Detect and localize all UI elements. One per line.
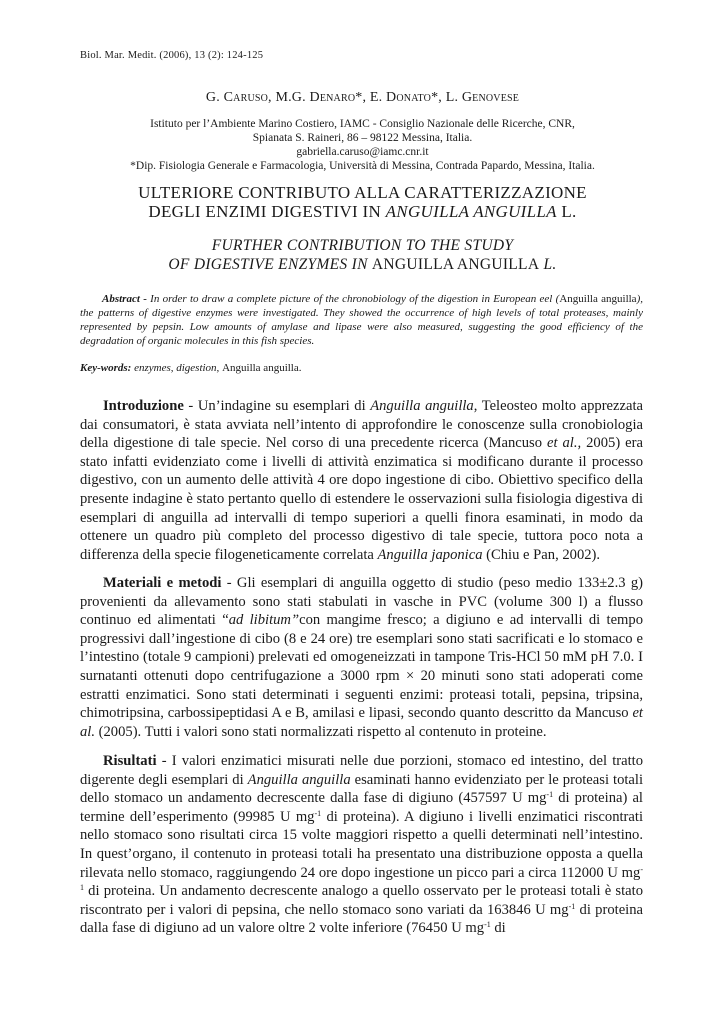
- italian-title-line: [70, 202, 655, 221]
- paragraph-text: , Teleosteo molto apprezzata dai consumatori, è stata avviata nell’intento di approfondire le conoscenze sulla cronobiologia della digestione di tale specie. Nel corso di una precedente ricerca (Mancuso: [80, 398, 643, 452]
- methods-paragraph: [80, 574, 643, 741]
- english-title-line: [70, 255, 655, 274]
- author-initial: G.: [205, 90, 224, 105]
- author-separator: *,: [431, 90, 446, 105]
- subtitle-text: L.: [539, 256, 557, 273]
- keywords: [80, 362, 302, 374]
- paragraph-text: di proteina). A digiuno i livelli enzimatici riscontrati nello stomaco sono risultati circa 15 volte maggiori rispetto a quelli determinati nell’intestino. In quest’organo, il contenuto in proteasi totali ha presentato una distribuzione opposta a quella rilevata nello stomaco, raggiungendo 24 ore dopo ingestione un picco pari a circa 112000 U mg: [80, 808, 644, 881]
- title-species: ANGUILLA ANGUILLA: [385, 202, 557, 221]
- unit-superscript: -1: [546, 790, 554, 800]
- paragraph-text: - Gli esemplari di anguilla oggetto di studio (peso medio 133±2.3 g) provenienti da allevamento sono stati stabulati in vasche in PVC (volume 300 l) a flusso continuo ed alimentati “: [80, 575, 643, 629]
- introduction-paragraph: [80, 397, 643, 564]
- author-name: Denaro: [309, 90, 356, 105]
- paragraph-text: di proteina. Un andamento decrescente analogo a quello osservato per le proteasi totali è stato riscontrato per i valori di pepsina, che nello stomaco sono variati da 163846 U mg: [80, 883, 643, 918]
- results-paragraph: [80, 752, 643, 938]
- paragraph-text: - Un’indagine su esemplari di: [183, 398, 371, 414]
- author-name: Caruso: [223, 90, 269, 105]
- section-heading: Risultati: [103, 753, 157, 769]
- author-separator: ,: [268, 90, 276, 105]
- author-separator: *,: [355, 90, 370, 105]
- italian-title-line: ULTERIORE CONTRIBUTO ALLA CARATTERIZZAZIONE: [138, 183, 587, 202]
- unit-superscript: -1: [80, 864, 643, 893]
- keywords-text: enzymes, digestion,: [131, 362, 223, 374]
- abstract-text: ), the patterns of digestive enzymes were investigated. They showed the occurrence of high levels of total proteases, mainly represented by pepsin. Low amounts of amylase and lipase were also measured, suggesting the good efficiency of the degradation of organic molecules in this fish species.: [80, 293, 643, 347]
- author-name: Genovese: [461, 90, 520, 105]
- paragraph-text: (2005). Tutti i valori sono stati normalizzati rispetto al contenuto in proteine.: [95, 723, 547, 740]
- author-initial: M.G.: [275, 90, 310, 105]
- paragraph-text: di: [490, 920, 506, 937]
- paragraph-text: di proteina) al termine dell’esperimento (99985 U mg: [80, 790, 643, 825]
- english-title-line: FURTHER CONTRIBUTION TO THE STUDY: [211, 237, 514, 254]
- species-name: Anguilla japonica: [377, 546, 483, 563]
- abstract-text: In order to draw a complete picture of the chronobiology of the digestion in European eel (: [150, 293, 560, 305]
- subtitle-species: ANGUILLA ANGUILLA: [371, 256, 540, 273]
- author-name: Donato: [386, 90, 432, 105]
- abstract-label: Abstract -: [102, 293, 151, 305]
- species-name: Anguilla anguilla: [370, 398, 474, 414]
- paragraph-text: - I valori enzimatici misurati nelle due porzioni, stomaco ed intestino, del tratto digerente degli esemplari di: [80, 753, 643, 788]
- affiliation-line: Spianata S. Raineri, 86 – 98122 Messina, Italia.: [252, 132, 473, 144]
- author-initial: E.: [369, 90, 387, 105]
- latin-phrase: ad libitum”: [228, 612, 300, 629]
- paragraph-text: di proteina dalla fase di digiuno ad un valore oltre 2 volte inferiore (76450 U mg: [80, 901, 643, 937]
- title-text: L.: [556, 202, 577, 221]
- affiliation-line: Istituto per l’Ambiente Marino Costiero, IAMC - Consiglio Nazionale delle Ricerche, CNR,: [150, 118, 575, 130]
- author-initial: L.: [445, 90, 462, 105]
- abstract: [80, 292, 643, 348]
- keywords-species: Anguilla anguilla.: [222, 362, 302, 374]
- species-name: Anguilla anguilla: [247, 771, 351, 788]
- unit-superscript: -1: [484, 920, 491, 930]
- subtitle-text: OF DIGESTIVE ENZYMES IN: [168, 256, 372, 273]
- paragraph-text: con mangime fresco; a digiuno e ad intervalli di tempo progressivi dall’ingestione di cibo (8 e 24 ore) tre esemplari sono stati sacrificati e lo stomaco e l’intestino (totale 9 campioni) prelevati ed omogeneizzati in tampone Tris-HCl 50 mM pH 7.0. I surnatanti ottenuti dopo centrifugazione a 3000 rpm × 20 minuti sono stati adoperati come estratti enzimatici. Sono stati determinati i seguenti enzimi: proteasi totali, pepsina, tripsina, chimotripsina, carbossipeptidasi A e B, amilasi e lipasi, secondo quanto descritto da Mancuso: [80, 612, 644, 722]
- paragraph-text: 2005) era stato infatti evidenziato come i livelli di attività enzimatica si modificano durante il processo digestivo, con un aumento delle attività 4 ore dopo ingestione di cibo. Obiettivo specifico della presente indagine è stato pertanto quello di estendere le osservazioni sulla fisiologia digestiva di esemplari di anguilla ad intervalli di tempo superiori a quelli finora esaminati, in modo da ottenere un quadro più completo del processo digestivo di tale specie, tuttora poco nota a differenza della specie filogeneticamente correlata: [80, 435, 643, 563]
- unit-superscript: -1: [314, 808, 322, 818]
- section-heading: Materiali e metodi: [103, 575, 222, 591]
- unit-superscript: -1: [568, 901, 576, 911]
- affiliation-line: *Dip. Fisiologia Generale e Farmacologia, Università di Messina, Contrada Papardo, Messina, Italia.: [130, 160, 595, 172]
- author-email: gabriella.caruso@iamc.cnr.it: [296, 146, 429, 158]
- paragraph-text: esaminati hanno evidenziato per le proteasi totali dello stomaco un andamento decrescente dalla fase di digiuno (457597 U mg: [80, 771, 644, 807]
- title-text: DEGLI ENZIMI DIGESTIVI IN: [148, 202, 386, 221]
- journal-reference: Biol. Mar. Medit. (2006), 13 (2): 124-125: [80, 50, 264, 61]
- keywords-label: Key-words:: [80, 362, 132, 374]
- citation-etal: et al.: [80, 705, 643, 740]
- abstract-species: Anguilla anguilla: [559, 293, 637, 305]
- paragraph-text: (Chiu e Pan, 2002).: [482, 546, 601, 563]
- citation-etal: et al.,: [546, 435, 582, 452]
- section-heading: Introduzione: [103, 398, 184, 414]
- author-list: [70, 90, 655, 106]
